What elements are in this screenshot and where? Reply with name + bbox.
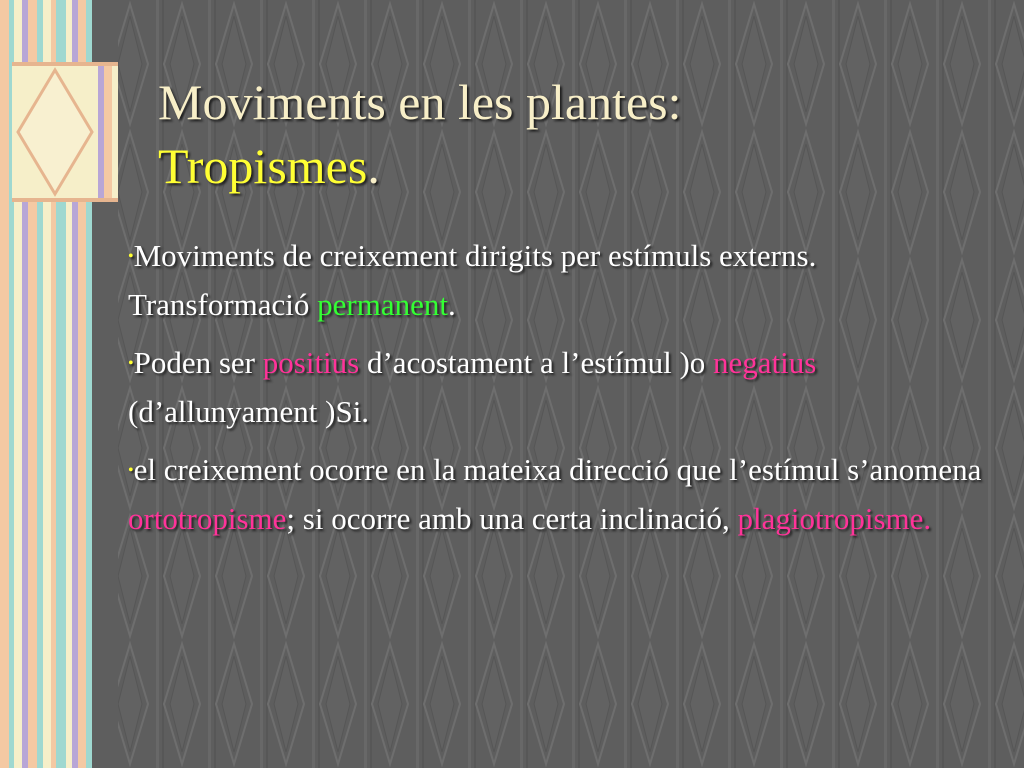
bullet-3-seg-3: ; si ocorre amb una certa inclinació, [286, 501, 738, 536]
title-line-1: Moviments en les plantes: [158, 74, 682, 130]
bullet-item-3 [128, 446, 988, 543]
bullet-item-1 [128, 232, 988, 329]
bullet-3-seg-2: ortotropisme [128, 501, 287, 536]
title-period: . [367, 138, 380, 194]
bullet-2-seg-2: positius [262, 345, 360, 380]
bullet-2-seg-3: d’acostament a l’estímul )o [359, 345, 714, 380]
left-decorative-border [0, 0, 118, 768]
bullet-marker: • [128, 462, 134, 479]
bullet-3-seg-4: plagiotropisme. [737, 501, 932, 536]
bullet-2-seg-4: negatius [713, 345, 817, 380]
bullet-1-seg-3: . [447, 287, 456, 322]
bullet-2-seg-1: Poden ser [133, 345, 263, 380]
bullet-2-seg-5: (d’allunyament )Si. [128, 394, 370, 429]
bullet-marker: • [128, 248, 134, 265]
title-line-2 [158, 134, 978, 198]
bullet-1-seg-1: Moviments de creixement dirigits per estímuls externs. Transformació [128, 238, 817, 322]
bullet-list [128, 232, 988, 553]
bullet-3-seg-1: el creixement ocorre en la mateixa direcció que l’estímul s’anomena [133, 452, 982, 487]
bullet-item-2 [128, 339, 988, 436]
bullet-marker: • [128, 355, 134, 372]
title-keyword: Tropismes [158, 138, 368, 194]
bullet-1-seg-2: permanent [317, 287, 448, 322]
slide-title [158, 70, 978, 198]
